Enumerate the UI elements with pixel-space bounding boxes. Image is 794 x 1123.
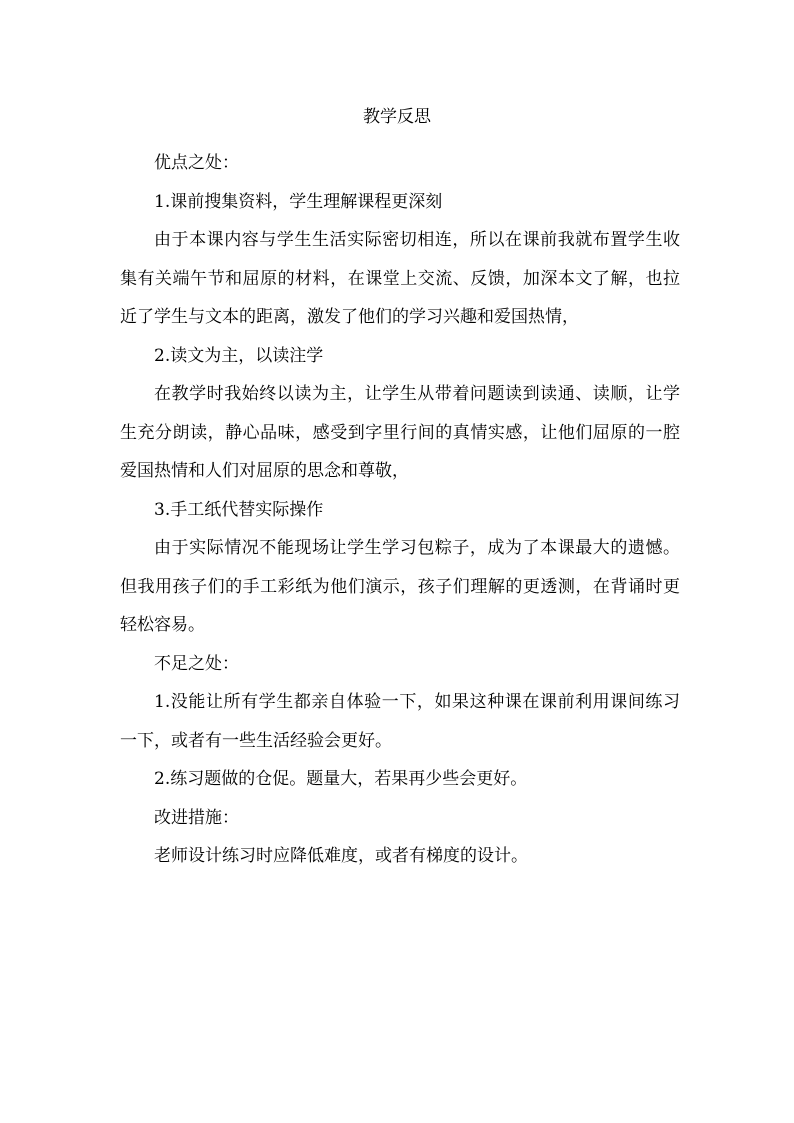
- point-heading-1: 1.课前搜集资料，学生理解课程更深刻: [154, 191, 443, 212]
- point-heading-3: 3.手工纸代替实际操作: [154, 499, 324, 520]
- section-heading-weaknesses: 不足之处：: [154, 653, 239, 674]
- document-title: 教学反思: [363, 107, 431, 127]
- point-heading-2: 2.读文为主，以读注学: [154, 345, 324, 366]
- improvement-1: 老师设计练习时应降低难度，或者有梯度的设计。: [154, 846, 528, 866]
- weakness-1: 1.没能让所有学生都亲自体验一下，如果这种课在课前利用课间练习一下，或者有一些生活经验会更好。: [120, 692, 680, 751]
- paragraph-1: 由于本课内容与学生生活实际密切相连，所以在课前我就布置学生收集有关端午节和屈原的材料，在课堂上交流、反馈，加深本文了解，也拉近了学生与文本的距离，激发了他们的学习兴趣和爱国热情，: [120, 230, 680, 327]
- document-body: [120, 144, 680, 876]
- section-heading-strengths: 优点之处：: [154, 153, 239, 173]
- paragraph-2: 在教学时我始终以读为主，让学生从带着问题读到读通、读顺，让学生充分朗读，静心品味，感受到字里行间的真情实感，让他们屈原的一腔爱国热情和人们对屈原的思念和尊敬，: [120, 384, 680, 481]
- paragraph-3: 由于实际情况不能现场让学生学习包粽子，成为了本课最大的遗憾。但我用孩子们的手工彩纸为他们演示，孩子们理解的更透测，在背诵时更轻松容易。: [120, 538, 680, 635]
- section-heading-improvements: 改进措施：: [154, 807, 239, 828]
- weakness-2: 2.练习题做的仓促。题量大，若果再少些会更好。: [154, 769, 528, 789]
